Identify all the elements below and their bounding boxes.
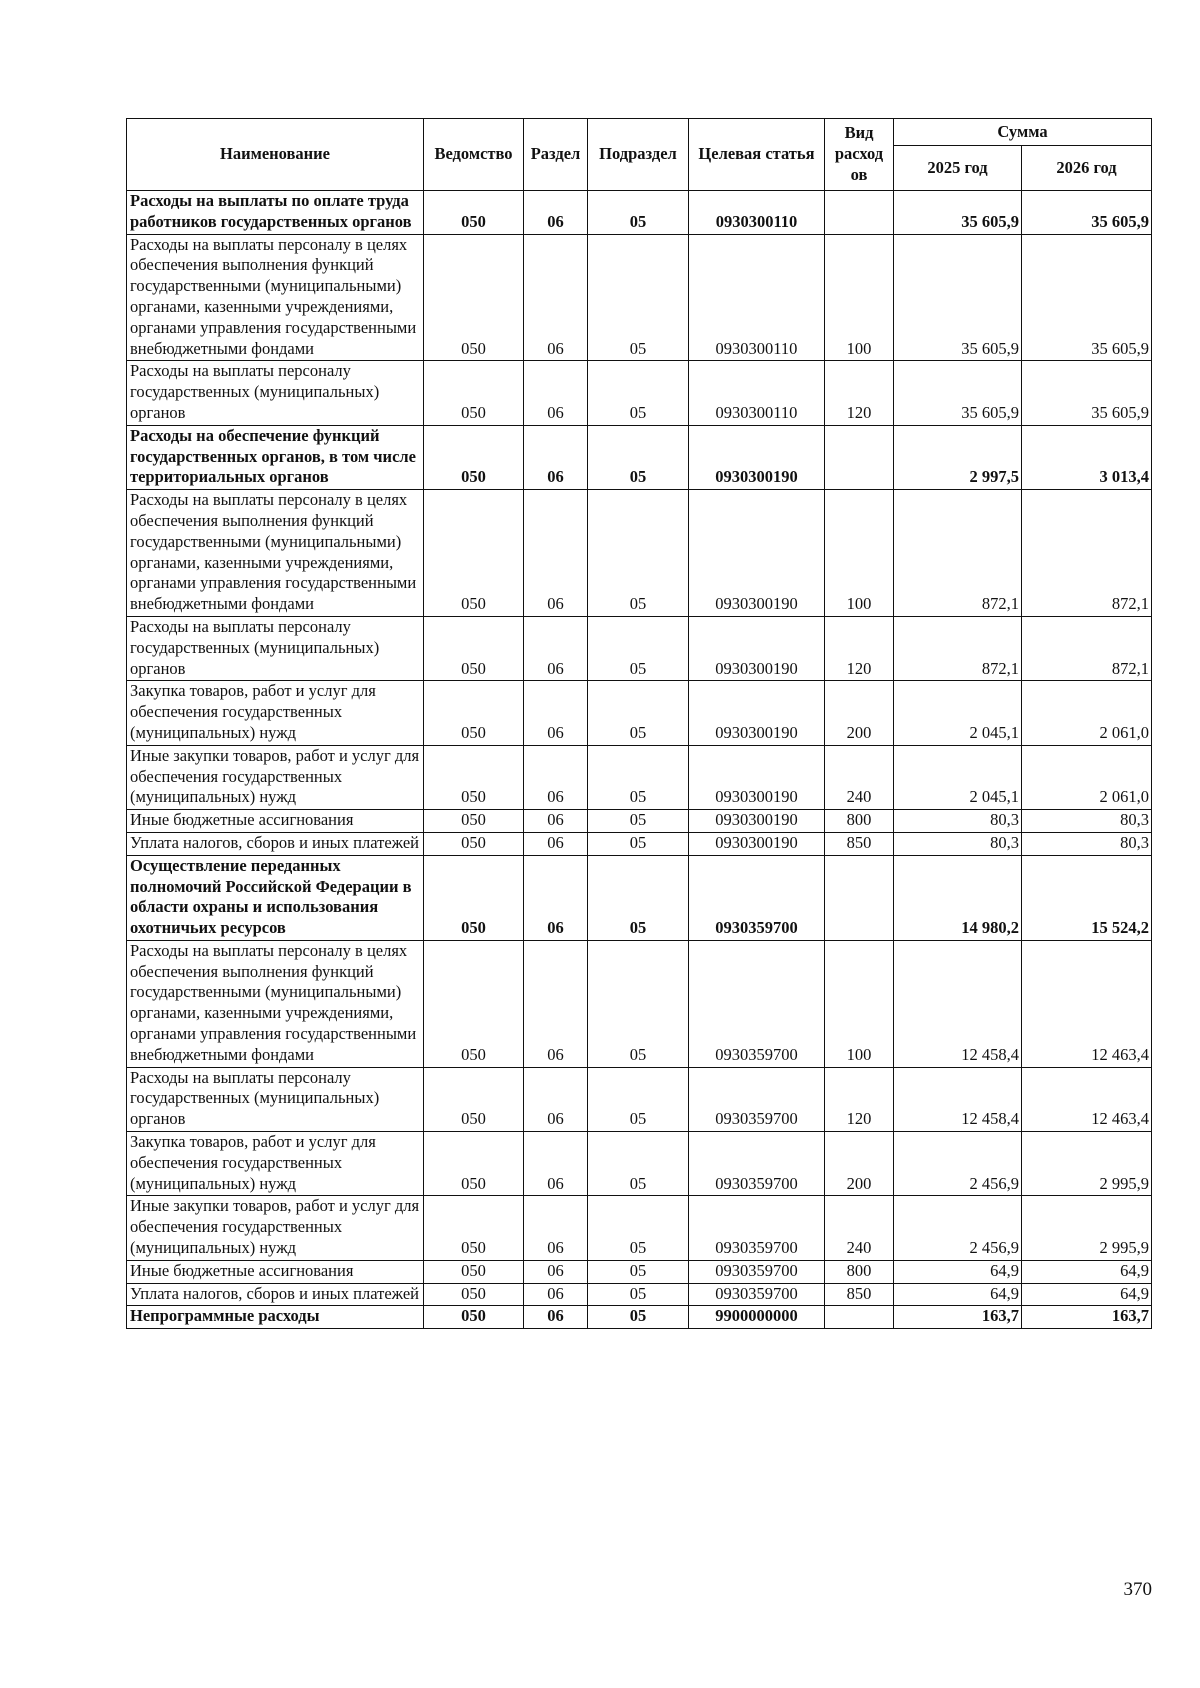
table-row — [127, 425, 1152, 489]
row-sum-2025-cell: 12 458,4 — [894, 1067, 1022, 1131]
header-year-2026: 2026 год — [1022, 146, 1152, 191]
row-sum-2025-cell: 2 997,5 — [894, 425, 1022, 489]
row-sum-2025-cell: 14 980,2 — [894, 855, 1022, 940]
row-sum-2025-cell: 872,1 — [894, 490, 1022, 617]
row-sum-2026-cell: 2 061,0 — [1022, 681, 1152, 745]
row-vedomstvo-cell: 050 — [424, 490, 524, 617]
row-sum-2026-cell: 35 605,9 — [1022, 234, 1152, 361]
row-name-cell: Уплата налогов, сборов и иных платежей — [127, 832, 424, 855]
row-podrazdel-cell: 05 — [588, 1196, 689, 1260]
row-razdel-cell: 06 — [524, 1132, 588, 1196]
row-name-cell: Иные бюджетные ассигнования — [127, 1260, 424, 1283]
row-sum-2026-cell: 872,1 — [1022, 616, 1152, 680]
row-celevaya-cell: 0930300190 — [689, 681, 825, 745]
table-row — [127, 681, 1152, 745]
row-razdel-cell: 06 — [524, 490, 588, 617]
row-vedomstvo-cell: 050 — [424, 361, 524, 425]
table-row — [127, 361, 1152, 425]
row-podrazdel-cell: 05 — [588, 425, 689, 489]
row-razdel-cell: 06 — [524, 1260, 588, 1283]
row-razdel-cell: 06 — [524, 1306, 588, 1329]
row-razdel-cell: 06 — [524, 191, 588, 235]
row-podrazdel-cell: 05 — [588, 810, 689, 833]
header-vid-rashodov: Вид расход ов — [825, 119, 894, 191]
row-sum-2026-cell: 2 061,0 — [1022, 745, 1152, 809]
row-vedomstvo-cell: 050 — [424, 1067, 524, 1131]
row-name-cell: Иные бюджетные ассигнования — [127, 810, 424, 833]
row-vedomstvo-cell: 050 — [424, 234, 524, 361]
row-celevaya-cell: 0930359700 — [689, 1132, 825, 1196]
row-name-cell: Уплата налогов, сборов и иных платежей — [127, 1283, 424, 1306]
table-row — [127, 234, 1152, 361]
row-podrazdel-cell: 05 — [588, 361, 689, 425]
row-celevaya-cell: 0930300190 — [689, 425, 825, 489]
row-vedomstvo-cell: 050 — [424, 616, 524, 680]
row-name-cell: Расходы на выплаты персоналу в целях обеспечения выполнения функций государственными (муниципальными) органами, казенными учреждениями, органами управления государственными внебюджетными фондами — [127, 234, 424, 361]
row-vedomstvo-cell: 050 — [424, 1306, 524, 1329]
row-sum-2025-cell: 35 605,9 — [894, 234, 1022, 361]
row-name-cell: Расходы на выплаты по оплате труда работников государственных органов — [127, 191, 424, 235]
row-podrazdel-cell: 05 — [588, 940, 689, 1067]
row-sum-2026-cell: 35 605,9 — [1022, 191, 1152, 235]
row-podrazdel-cell: 05 — [588, 1067, 689, 1131]
row-vid-cell: 200 — [825, 681, 894, 745]
row-razdel-cell: 06 — [524, 832, 588, 855]
row-razdel-cell: 06 — [524, 1196, 588, 1260]
row-vid-cell: 120 — [825, 616, 894, 680]
row-vid-cell: 240 — [825, 745, 894, 809]
row-podrazdel-cell: 05 — [588, 1306, 689, 1329]
table-body — [127, 191, 1152, 1329]
row-sum-2026-cell: 64,9 — [1022, 1283, 1152, 1306]
row-celevaya-cell: 0930359700 — [689, 940, 825, 1067]
row-podrazdel-cell: 05 — [588, 234, 689, 361]
row-vedomstvo-cell: 050 — [424, 745, 524, 809]
row-sum-2025-cell: 64,9 — [894, 1260, 1022, 1283]
row-celevaya-cell: 0930300190 — [689, 745, 825, 809]
row-name-cell: Осуществление переданных полномочий Российской Федерации в области охраны и использования охотничьих ресурсов — [127, 855, 424, 940]
row-podrazdel-cell: 05 — [588, 616, 689, 680]
row-celevaya-cell: 0930300190 — [689, 490, 825, 617]
row-razdel-cell: 06 — [524, 810, 588, 833]
row-podrazdel-cell: 05 — [588, 490, 689, 617]
row-sum-2025-cell: 80,3 — [894, 810, 1022, 833]
table-row — [127, 940, 1152, 1067]
row-vedomstvo-cell: 050 — [424, 940, 524, 1067]
page-number: 370 — [1123, 1579, 1152, 1600]
row-celevaya-cell: 0930359700 — [689, 1067, 825, 1131]
row-name-cell: Расходы на выплаты персоналу государственных (муниципальных) органов — [127, 1067, 424, 1131]
row-sum-2025-cell: 2 045,1 — [894, 681, 1022, 745]
row-sum-2026-cell: 12 463,4 — [1022, 940, 1152, 1067]
table-row — [127, 1067, 1152, 1131]
row-podrazdel-cell: 05 — [588, 1132, 689, 1196]
row-sum-2026-cell: 3 013,4 — [1022, 425, 1152, 489]
row-sum-2025-cell: 35 605,9 — [894, 361, 1022, 425]
row-vid-cell: 800 — [825, 1260, 894, 1283]
header-year-2025: 2025 год — [894, 146, 1022, 191]
row-podrazdel-cell: 05 — [588, 191, 689, 235]
row-sum-2026-cell: 80,3 — [1022, 810, 1152, 833]
row-name-cell: Расходы на выплаты персоналу государственных (муниципальных) органов — [127, 361, 424, 425]
row-sum-2026-cell: 163,7 — [1022, 1306, 1152, 1329]
row-razdel-cell: 06 — [524, 1283, 588, 1306]
row-celevaya-cell: 0930300110 — [689, 234, 825, 361]
row-name-cell: Иные закупки товаров, работ и услуг для обеспечения государственных (муниципальных) нужд — [127, 1196, 424, 1260]
row-vedomstvo-cell: 050 — [424, 1283, 524, 1306]
row-sum-2025-cell: 872,1 — [894, 616, 1022, 680]
budget-sheet — [126, 118, 1151, 1329]
row-razdel-cell: 06 — [524, 855, 588, 940]
row-name-cell: Закупка товаров, работ и услуг для обеспечения государственных (муниципальных) нужд — [127, 1132, 424, 1196]
row-vedomstvo-cell: 050 — [424, 810, 524, 833]
header-summa: Сумма — [894, 119, 1152, 146]
row-vid-cell: 850 — [825, 832, 894, 855]
row-name-cell: Расходы на выплаты персоналу государственных (муниципальных) органов — [127, 616, 424, 680]
row-vid-cell: 100 — [825, 234, 894, 361]
row-sum-2026-cell: 2 995,9 — [1022, 1132, 1152, 1196]
row-sum-2026-cell: 872,1 — [1022, 490, 1152, 617]
row-celevaya-cell: 0930300190 — [689, 616, 825, 680]
row-razdel-cell: 06 — [524, 745, 588, 809]
row-sum-2025-cell: 64,9 — [894, 1283, 1022, 1306]
row-razdel-cell: 06 — [524, 361, 588, 425]
row-vid-cell: 120 — [825, 1067, 894, 1131]
row-sum-2026-cell: 2 995,9 — [1022, 1196, 1152, 1260]
row-vid-cell: 120 — [825, 361, 894, 425]
row-razdel-cell: 06 — [524, 425, 588, 489]
table-row — [127, 855, 1152, 940]
row-vid-cell: 800 — [825, 810, 894, 833]
row-razdel-cell: 06 — [524, 234, 588, 361]
header-vedomstvo: Ведомство — [424, 119, 524, 191]
row-vedomstvo-cell: 050 — [424, 1132, 524, 1196]
table-row — [127, 1283, 1152, 1306]
row-podrazdel-cell: 05 — [588, 681, 689, 745]
row-celevaya-cell: 0930300110 — [689, 361, 825, 425]
row-name-cell: Закупка товаров, работ и услуг для обеспечения государственных (муниципальных) нужд — [127, 681, 424, 745]
row-razdel-cell: 06 — [524, 1067, 588, 1131]
row-sum-2025-cell: 2 456,9 — [894, 1196, 1022, 1260]
table-row — [127, 832, 1152, 855]
row-celevaya-cell: 0930300190 — [689, 810, 825, 833]
table-row — [127, 810, 1152, 833]
row-celevaya-cell: 0930359700 — [689, 1260, 825, 1283]
row-vid-cell: 100 — [825, 940, 894, 1067]
row-vid-cell — [825, 855, 894, 940]
row-celevaya-cell: 0930300190 — [689, 832, 825, 855]
row-name-cell: Иные закупки товаров, работ и услуг для обеспечения государственных (муниципальных) нужд — [127, 745, 424, 809]
row-sum-2026-cell: 15 524,2 — [1022, 855, 1152, 940]
row-vid-cell: 850 — [825, 1283, 894, 1306]
row-podrazdel-cell: 05 — [588, 1260, 689, 1283]
table-row — [127, 616, 1152, 680]
row-podrazdel-cell: 05 — [588, 855, 689, 940]
table-row — [127, 490, 1152, 617]
row-vedomstvo-cell: 050 — [424, 832, 524, 855]
row-sum-2025-cell: 163,7 — [894, 1306, 1022, 1329]
row-sum-2026-cell: 35 605,9 — [1022, 361, 1152, 425]
row-sum-2025-cell: 2 456,9 — [894, 1132, 1022, 1196]
row-razdel-cell: 06 — [524, 681, 588, 745]
row-sum-2025-cell: 35 605,9 — [894, 191, 1022, 235]
row-vid-cell: 200 — [825, 1132, 894, 1196]
row-vedomstvo-cell: 050 — [424, 191, 524, 235]
row-name-cell: Непрограммные расходы — [127, 1306, 424, 1329]
row-vedomstvo-cell: 050 — [424, 1260, 524, 1283]
table-row — [127, 1306, 1152, 1329]
row-name-cell: Расходы на обеспечение функций государственных органов, в том числе территориальных органов — [127, 425, 424, 489]
table-row — [127, 1132, 1152, 1196]
row-razdel-cell: 06 — [524, 940, 588, 1067]
row-vedomstvo-cell: 050 — [424, 1196, 524, 1260]
row-sum-2025-cell: 12 458,4 — [894, 940, 1022, 1067]
table-row — [127, 745, 1152, 809]
header-razdel: Раздел — [524, 119, 588, 191]
row-razdel-cell: 06 — [524, 616, 588, 680]
row-sum-2025-cell: 2 045,1 — [894, 745, 1022, 809]
row-celevaya-cell: 0930300110 — [689, 191, 825, 235]
table-row — [127, 1260, 1152, 1283]
row-sum-2026-cell: 64,9 — [1022, 1260, 1152, 1283]
table-row — [127, 191, 1152, 235]
row-vedomstvo-cell: 050 — [424, 855, 524, 940]
row-sum-2026-cell: 12 463,4 — [1022, 1067, 1152, 1131]
header-name: Наименование — [127, 119, 424, 191]
row-podrazdel-cell: 05 — [588, 745, 689, 809]
row-celevaya-cell: 9900000000 — [689, 1306, 825, 1329]
header-podrazdel: Подраздел — [588, 119, 689, 191]
budget-table — [126, 118, 1152, 1329]
row-podrazdel-cell: 05 — [588, 832, 689, 855]
row-sum-2026-cell: 80,3 — [1022, 832, 1152, 855]
row-vid-cell: 100 — [825, 490, 894, 617]
row-vedomstvo-cell: 050 — [424, 425, 524, 489]
row-podrazdel-cell: 05 — [588, 1283, 689, 1306]
row-sum-2025-cell: 80,3 — [894, 832, 1022, 855]
row-celevaya-cell: 0930359700 — [689, 855, 825, 940]
table-row — [127, 1196, 1152, 1260]
header-celevaya-statya: Целевая статья — [689, 119, 825, 191]
row-celevaya-cell: 0930359700 — [689, 1196, 825, 1260]
row-name-cell: Расходы на выплаты персоналу в целях обеспечения выполнения функций государственными (муниципальными) органами, казенными учреждениями, органами управления государственными внебюджетными фондами — [127, 940, 424, 1067]
row-vid-cell — [825, 425, 894, 489]
row-vedomstvo-cell: 050 — [424, 681, 524, 745]
row-vid-cell — [825, 1306, 894, 1329]
row-vid-cell — [825, 191, 894, 235]
row-vid-cell: 240 — [825, 1196, 894, 1260]
row-name-cell: Расходы на выплаты персоналу в целях обеспечения выполнения функций государственными (муниципальными) органами, казенными учреждениями, органами управления государственными внебюджетными фондами — [127, 490, 424, 617]
row-celevaya-cell: 0930359700 — [689, 1283, 825, 1306]
